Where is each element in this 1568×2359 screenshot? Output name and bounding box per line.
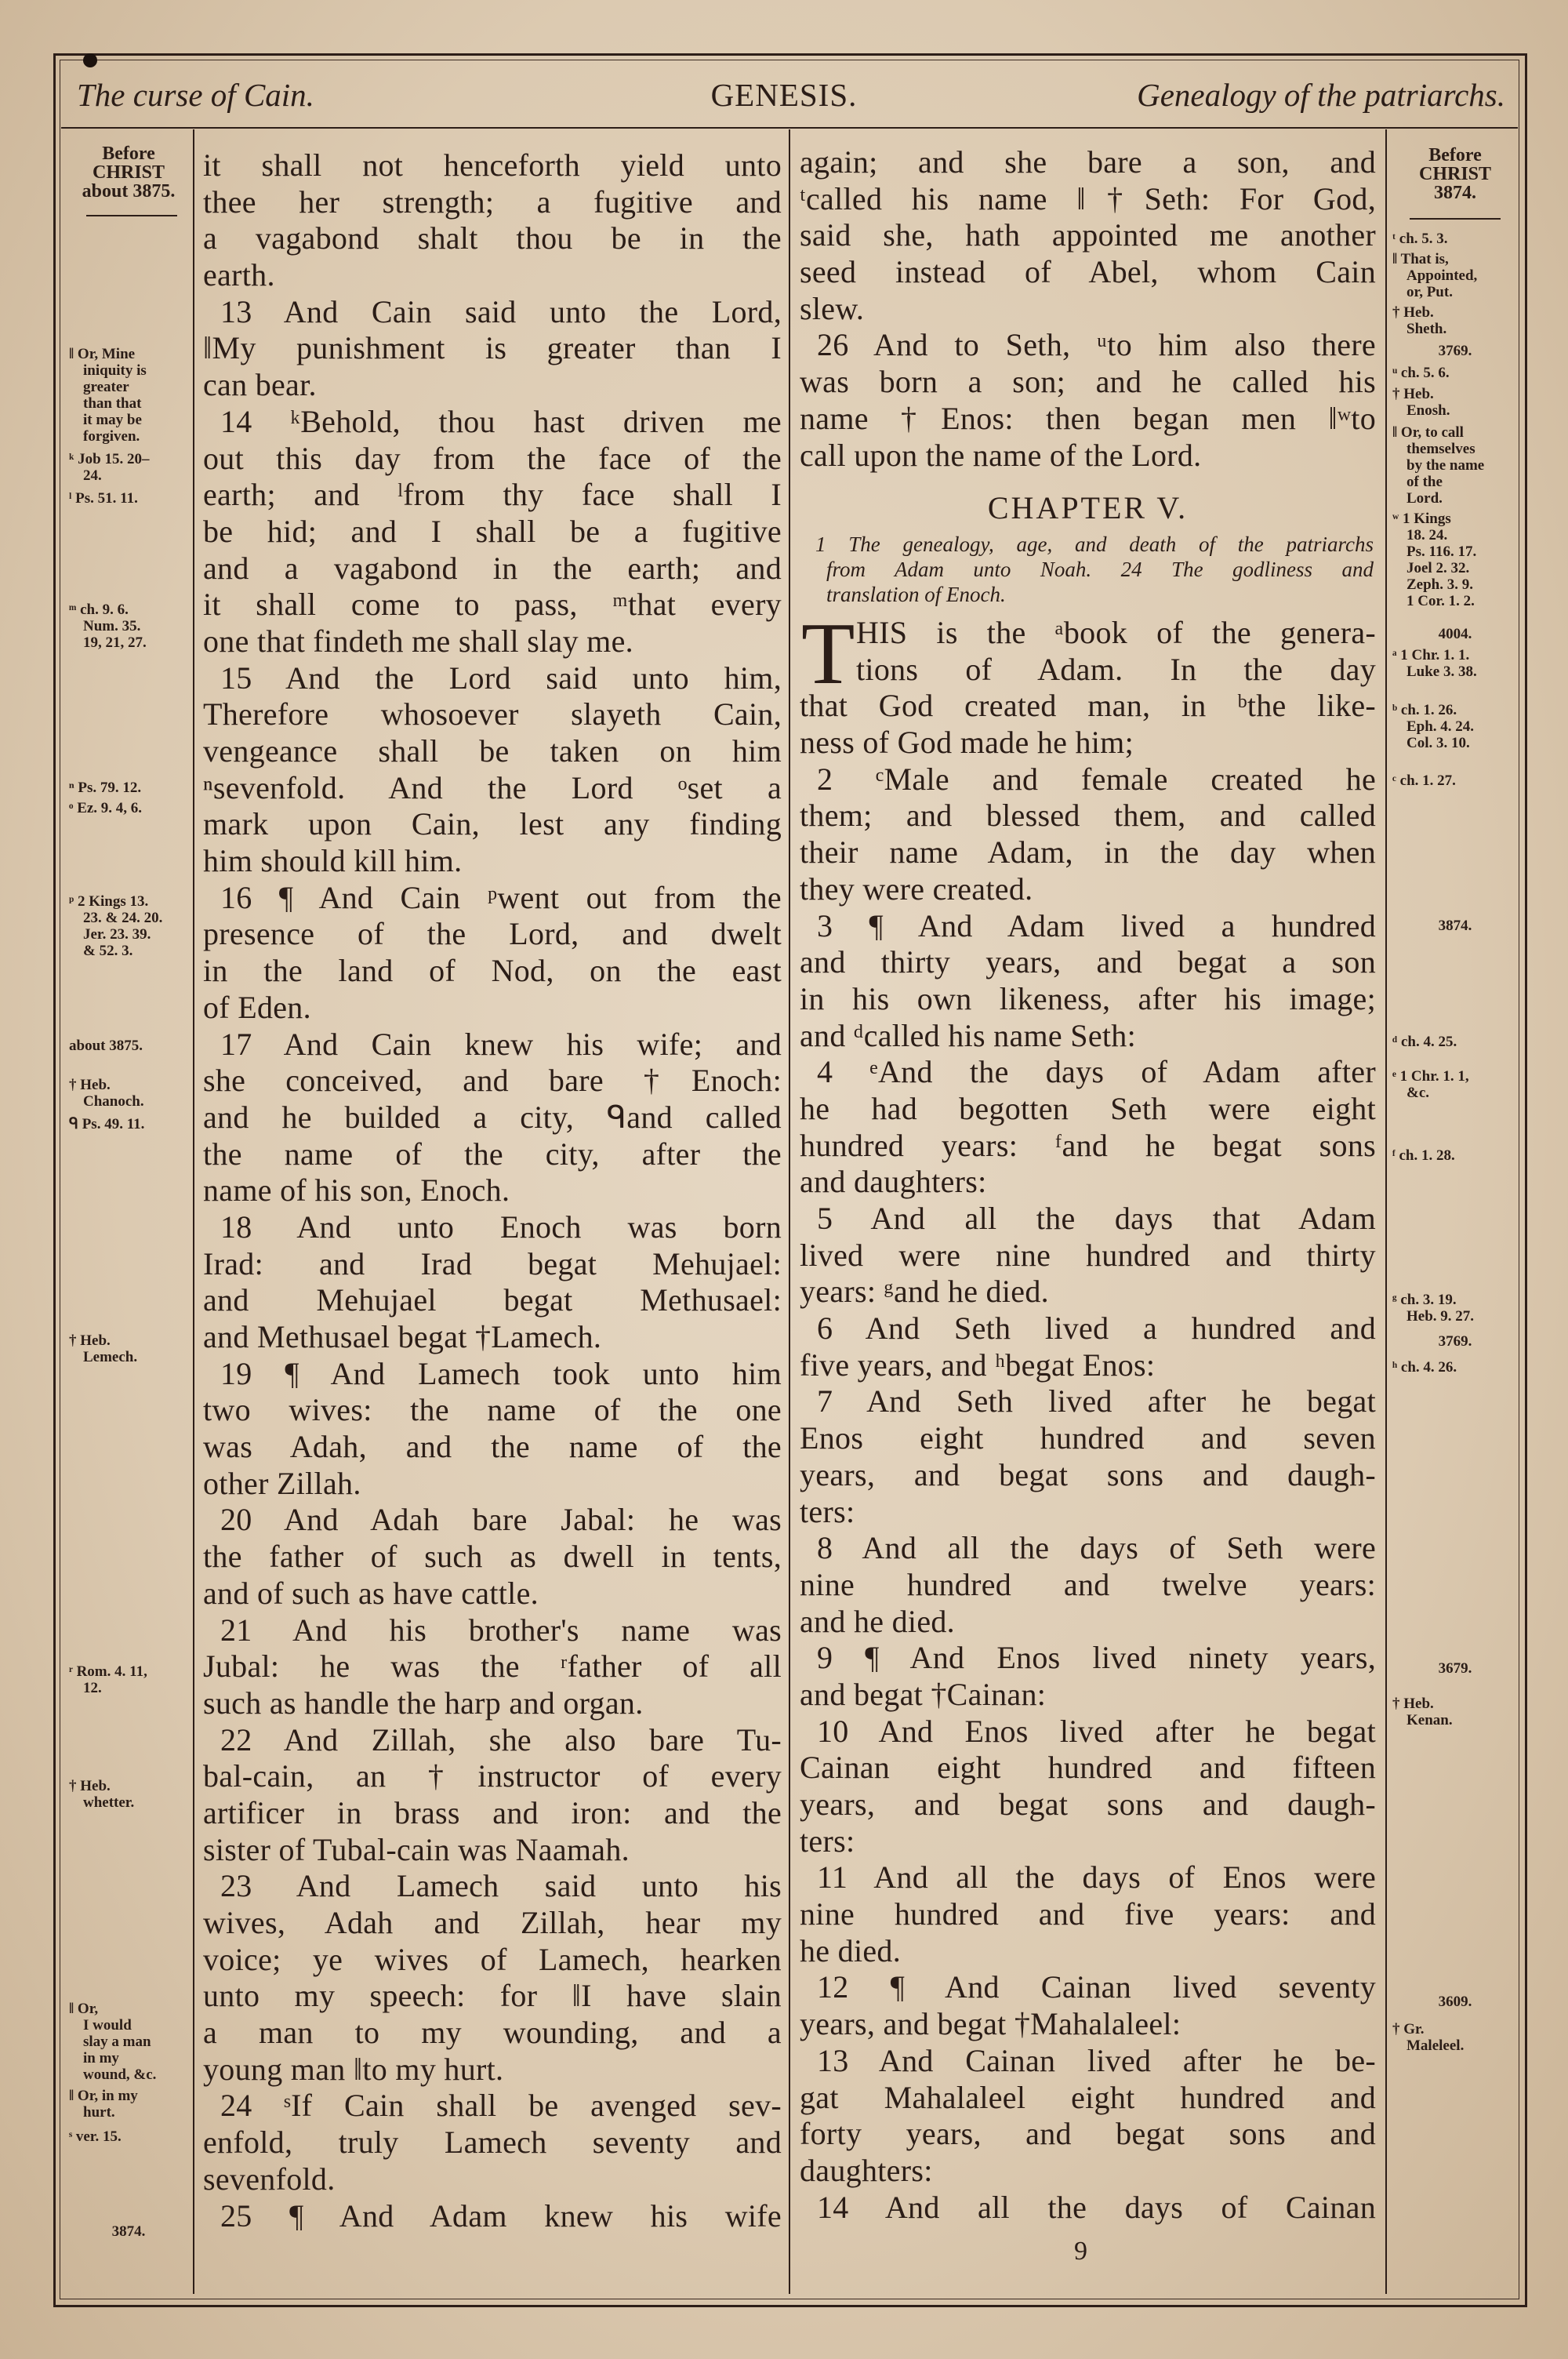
marginal-note bbox=[69, 2088, 188, 2121]
margin-date-heading bbox=[1392, 146, 1518, 202]
marginal-note bbox=[69, 2128, 188, 2145]
marginal-note bbox=[1392, 772, 1518, 789]
note-line: 23. & 24. 20. bbox=[83, 910, 163, 926]
text-line: ᵗcalled his name ‖†Seth: For God, bbox=[800, 180, 1376, 216]
note-line: iniquity is bbox=[83, 362, 147, 379]
note-line: whetter. bbox=[83, 1794, 135, 1811]
marginal-note bbox=[1392, 1068, 1518, 1101]
text-line: 21 And his brother's name was bbox=[220, 1612, 782, 1648]
note-line: † Heb. bbox=[1392, 304, 1434, 321]
year-marker bbox=[1392, 1660, 1518, 1677]
text-line: hundred years: ᶠand he begat sons bbox=[800, 1127, 1376, 1163]
verse-paragraph bbox=[203, 294, 782, 404]
marginal-note bbox=[69, 893, 188, 959]
verse-paragraph bbox=[203, 1868, 782, 2088]
verse-paragraph bbox=[203, 1356, 782, 1503]
chapter-heading: CHAPTER V. bbox=[987, 490, 1189, 525]
text-line: 12 ¶ And Cainan lived seventy bbox=[817, 1969, 1376, 2005]
text-line: 23 And Lamech said unto his bbox=[220, 1868, 782, 1904]
note-line: &c. bbox=[1406, 1085, 1430, 1101]
note-line: ʳ Rom. 4. 11, bbox=[69, 1663, 147, 1680]
text-line: 26 And to Seth, ᵘto him also there bbox=[817, 327, 1376, 363]
text-line: can bear. bbox=[203, 367, 317, 403]
text-line: tions of Adam. In the day bbox=[856, 651, 1376, 687]
chapter-summary bbox=[815, 532, 1374, 607]
note-line: ‖ Or, Mine bbox=[69, 346, 136, 362]
text-line: lived were nine hundred and thirty bbox=[800, 1237, 1376, 1273]
text-line: ters: bbox=[800, 1493, 855, 1529]
marginal-note bbox=[1392, 231, 1518, 247]
verse-paragraph bbox=[203, 1612, 782, 1722]
note-line: than that bbox=[83, 395, 142, 412]
text-line: and a vagabond in the earth; and bbox=[203, 550, 782, 586]
verse-paragraph bbox=[800, 1714, 1376, 1860]
text-line: slew. bbox=[800, 290, 865, 326]
text-line: 17 And Cain knew his wife; and bbox=[220, 1026, 782, 1062]
column-rule bbox=[1385, 129, 1387, 2294]
text-line: was Adah, and the name of the bbox=[203, 1429, 782, 1465]
verse-paragraph bbox=[800, 1383, 1376, 1530]
note-line: ʰ ch. 4. 26. bbox=[1392, 1359, 1457, 1376]
marginal-note bbox=[69, 490, 188, 507]
text-line: it shall not henceforth yield unto bbox=[203, 147, 782, 183]
text-line: years, and begat sons and daugh- bbox=[800, 1456, 1376, 1492]
text-line: him should kill him. bbox=[203, 843, 463, 879]
text-line: enfold, truly Lamech seventy and bbox=[203, 2125, 782, 2161]
text-line: sevenfold. bbox=[203, 2161, 336, 2197]
marginal-note bbox=[69, 1778, 188, 1811]
year-marker bbox=[1392, 1333, 1518, 1350]
page-number: 9 bbox=[1074, 2237, 1087, 2266]
marginal-note bbox=[1392, 1359, 1518, 1376]
verse-paragraph bbox=[800, 1054, 1376, 1201]
verse-paragraph bbox=[800, 1859, 1376, 1969]
text-line: 20 And Adah bare Jabal: he was bbox=[220, 1502, 782, 1538]
note-line: Appointed, bbox=[1406, 267, 1478, 284]
year-marker bbox=[69, 2223, 188, 2240]
note-line: ᵃ 1 Chr. 1. 1. bbox=[1392, 647, 1470, 663]
marginal-note bbox=[69, 346, 188, 445]
left-margin-notes bbox=[69, 0, 188, 2359]
note-line: † Heb. bbox=[1392, 1696, 1434, 1712]
note-line: ‖ Or, bbox=[69, 2001, 99, 2017]
text-line: presence of the Lord, and dwelt bbox=[203, 916, 782, 952]
text-line: 16 ¶ And Cain ᵖwent out from the bbox=[220, 879, 782, 915]
running-head-left: The curse of Cain. bbox=[77, 77, 314, 113]
marginal-note bbox=[69, 1663, 188, 1696]
text-line: Therefore whosoever slayeth Cain, bbox=[203, 696, 782, 732]
text-line: wives, Adah and Zillah, hear my bbox=[203, 1905, 782, 1940]
verse-paragraph bbox=[203, 660, 782, 880]
note-line: 3874. bbox=[1438, 918, 1472, 934]
text-line: and ᵈcalled his name Seth: bbox=[800, 1017, 1137, 1053]
text-line: unto my speech: for ‖I have slain bbox=[203, 1978, 782, 2014]
marginal-note bbox=[1392, 1696, 1518, 1728]
text-line: 24 ˢIf Cain shall be avenged sev- bbox=[220, 2088, 782, 2124]
verse-paragraph bbox=[203, 2198, 782, 2235]
note-line: ᵏ Job 15. 20– bbox=[69, 451, 150, 467]
text-line: 18 And unto Enoch was born bbox=[220, 1209, 782, 1245]
marginal-note bbox=[1392, 511, 1518, 609]
note-line: of the bbox=[1406, 474, 1443, 490]
note-line: ᶠ ch. 1. 28. bbox=[1392, 1147, 1455, 1164]
summary-line: translation of Enoch. bbox=[826, 583, 1006, 606]
text-line: again; and she bare a son, and bbox=[800, 144, 1376, 180]
note-line: it may be bbox=[83, 412, 142, 428]
text-line: 11 And all the days of Enos were bbox=[817, 1859, 1376, 1896]
text-line: HIS is the ᵃbook of the genera- bbox=[856, 615, 1376, 650]
verse-paragraph bbox=[203, 404, 782, 660]
text-line: years, and begat †Mahalaleel: bbox=[800, 2006, 1181, 2042]
verse-paragraph bbox=[203, 147, 782, 294]
drop-cap: T bbox=[801, 605, 855, 703]
verse-paragraph bbox=[800, 1201, 1376, 1310]
marginal-note bbox=[1392, 1147, 1518, 1164]
note-line: in my bbox=[83, 2050, 119, 2066]
verse-paragraph bbox=[203, 2088, 782, 2197]
verse-paragraph bbox=[800, 908, 1376, 1055]
marginal-note bbox=[1392, 2021, 1518, 2054]
note-line: ᵖ 2 Kings 13. bbox=[69, 893, 149, 910]
note-line: by the name bbox=[1406, 457, 1485, 474]
note-line: † Heb. bbox=[1392, 386, 1434, 402]
text-line: voice; ye wives of Lamech, hearken bbox=[203, 1941, 782, 1977]
text-line: years: ᵍand he died. bbox=[800, 1274, 1049, 1310]
text-line: daughters: bbox=[800, 2152, 933, 2188]
text-line: 4 ᵉAnd the days of Adam after bbox=[817, 1054, 1376, 1090]
heading-line: CHRIST bbox=[1418, 164, 1492, 184]
note-line: 4004. bbox=[1438, 626, 1472, 642]
year-marker bbox=[1392, 343, 1518, 359]
marginal-note bbox=[69, 780, 188, 796]
note-line: Luke 3. 38. bbox=[1406, 663, 1477, 680]
note-line: ⁿ Ps. 79. 12. bbox=[69, 780, 142, 796]
note-line: Sheth. bbox=[1406, 321, 1447, 337]
text-column-right-chapter bbox=[800, 605, 1376, 2226]
margin-date-heading bbox=[69, 144, 188, 201]
text-line: ters: bbox=[800, 1823, 855, 1859]
text-line: such as handle the harp and organ. bbox=[203, 1685, 644, 1721]
note-line: ‖ Or, to call bbox=[1392, 424, 1464, 441]
text-line: other Zillah. bbox=[203, 1465, 361, 1501]
note-line: & 52. 3. bbox=[83, 943, 133, 959]
note-line: ᵒ Ez. 9. 4, 6. bbox=[69, 800, 143, 816]
note-line: 3874. bbox=[111, 2223, 146, 2240]
text-line: 2 ᶜMale and female created he bbox=[817, 761, 1376, 797]
note-line: ᑫ Ps. 49. 11. bbox=[69, 1116, 145, 1132]
text-line: thee her strength; a fugitive and bbox=[203, 184, 782, 220]
header-rule bbox=[61, 127, 1518, 129]
note-line: 12. bbox=[83, 1680, 102, 1696]
marginal-note bbox=[1392, 365, 1518, 381]
right-margin-notes bbox=[1392, 0, 1518, 2359]
marginal-note bbox=[69, 1077, 188, 1110]
text-line: vengeance shall be taken on him bbox=[203, 733, 782, 769]
marginal-note bbox=[1392, 647, 1518, 680]
text-line: 3 ¶ And Adam lived a hundred bbox=[817, 907, 1376, 943]
heading-line: about 3875. bbox=[82, 181, 176, 202]
text-line: bal-cain, an †instructor of every bbox=[203, 1758, 782, 1794]
marginal-note bbox=[69, 602, 188, 651]
note-line: themselves bbox=[1406, 441, 1475, 457]
heading-line: CHRIST bbox=[92, 162, 165, 183]
verse-paragraph bbox=[800, 1310, 1376, 1383]
note-line: † Gr. bbox=[1392, 2021, 1425, 2037]
text-line: 14 ᵏBehold, thou hast driven me bbox=[220, 403, 782, 439]
text-line: 13 And Cain said unto the Lord, bbox=[220, 293, 782, 329]
year-marker bbox=[1392, 1994, 1518, 2010]
text-line: be hid; and I shall be a fugitive bbox=[203, 513, 782, 549]
marginal-note bbox=[69, 451, 188, 484]
marginal-note bbox=[69, 1038, 188, 1054]
note-line: Kenan. bbox=[1406, 1712, 1453, 1728]
note-line: ᵗ ch. 5. 3. bbox=[1392, 231, 1448, 247]
verse-paragraph bbox=[800, 1530, 1376, 1640]
note-line: ʷ 1 Kings bbox=[1392, 511, 1451, 527]
text-line: forty years, and begat sons and bbox=[800, 2116, 1376, 2152]
text-line: was born a son; and he called his bbox=[800, 364, 1376, 400]
year-marker bbox=[1392, 918, 1518, 934]
summary-line: from Adam unto Noah. 24 The godliness and bbox=[826, 558, 1374, 581]
note-line: ‖ That is, bbox=[1392, 251, 1449, 267]
text-line: their name Adam, in the day when bbox=[800, 834, 1376, 871]
text-line: that God created man, in ᵇthe like- bbox=[800, 688, 1376, 724]
marginal-note bbox=[1392, 424, 1518, 507]
note-line: Num. 35. bbox=[83, 618, 141, 634]
text-line: ‖My punishment is greater than I bbox=[203, 330, 782, 366]
marginal-note bbox=[69, 1116, 188, 1132]
text-line: earth; and ˡfrom thy face shall I bbox=[203, 477, 782, 513]
text-line: 5 And all the days that Adam bbox=[817, 1201, 1376, 1236]
verse-paragraph bbox=[203, 1209, 782, 1356]
text-line: and daughters: bbox=[800, 1164, 987, 1200]
note-line: ˡ Ps. 51. 11. bbox=[69, 490, 138, 507]
text-line: ness of God made he him; bbox=[800, 725, 1134, 761]
text-line: and he died. bbox=[800, 1603, 955, 1639]
verse-paragraph bbox=[800, 1969, 1376, 2042]
text-line: a man to my wounding, and a bbox=[203, 2015, 782, 2051]
marginal-note bbox=[1392, 702, 1518, 751]
marginal-note bbox=[1392, 1292, 1518, 1325]
verse-paragraph bbox=[203, 1027, 782, 1209]
note-line: hurt. bbox=[83, 2104, 115, 2121]
marginal-note bbox=[1392, 304, 1518, 337]
text-line: the name of the city, after the bbox=[203, 1136, 782, 1172]
text-line: and begat †Cainan: bbox=[800, 1676, 1047, 1712]
note-line: ᵉ 1 Chr. 1. 1, bbox=[1392, 1068, 1469, 1085]
note-line: ᵘ ch. 5. 6. bbox=[1392, 365, 1450, 381]
note-line: ˢ ver. 15. bbox=[69, 2128, 122, 2145]
running-head-right: Genealogy of the patriarchs. bbox=[1137, 77, 1505, 113]
text-line: Enos eight hundred and seven bbox=[800, 1420, 1376, 1456]
text-line: in his own likeness, after his image; bbox=[800, 980, 1376, 1016]
text-line: he died. bbox=[800, 1932, 902, 1968]
text-line: earth. bbox=[203, 257, 275, 293]
text-line: 19 ¶ And Lamech took unto him bbox=[220, 1355, 782, 1391]
text-line: 6 And Seth lived a hundred and bbox=[817, 1310, 1376, 1347]
text-line: Cainan eight hundred and fifteen bbox=[800, 1750, 1376, 1786]
note-line: I would bbox=[83, 2017, 132, 2034]
margin-rule bbox=[86, 215, 177, 216]
note-line: † Heb. bbox=[69, 1332, 111, 1349]
text-line: sister of Tubal-cain was Naamah. bbox=[203, 1831, 630, 1867]
marginal-note bbox=[1392, 251, 1518, 300]
text-line: and of such as have cattle. bbox=[203, 1575, 539, 1611]
year-marker bbox=[1392, 626, 1518, 642]
text-line: nine hundred and twelve years: bbox=[800, 1566, 1376, 1602]
note-line: Joel 2. 32. bbox=[1406, 560, 1470, 576]
note-line: 3769. bbox=[1438, 343, 1472, 359]
text-line: of Eden. bbox=[203, 989, 311, 1025]
text-line: name †Enos: then began men ‖ʷto bbox=[800, 400, 1376, 436]
text-line: years, and begat sons and daugh- bbox=[800, 1787, 1376, 1822]
note-line: ᶜ ch. 1. 27. bbox=[1392, 772, 1456, 789]
note-line: Lord. bbox=[1406, 490, 1443, 507]
verse-paragraph bbox=[203, 1502, 782, 1612]
text-line: 13 And Cainan lived after he be- bbox=[817, 2042, 1376, 2078]
note-line: greater bbox=[83, 379, 129, 395]
text-line: 8 And all the days of Seth were bbox=[817, 1530, 1376, 1566]
note-line: wound, &c. bbox=[83, 2066, 157, 2083]
text-line: 22 And Zillah, she also bare Tu- bbox=[220, 1721, 782, 1757]
note-line: † Heb. bbox=[69, 1077, 111, 1093]
text-line: Irad: and Irad begat Mehujael: bbox=[203, 1245, 782, 1281]
note-line: slay a man bbox=[83, 2034, 151, 2050]
note-line: ᵈ ch. 4. 25. bbox=[1392, 1034, 1457, 1050]
text-line: them; and blessed them, and called bbox=[800, 798, 1376, 834]
verse-paragraph bbox=[800, 605, 1376, 761]
note-line: Enosh. bbox=[1406, 402, 1450, 419]
note-line: 24. bbox=[83, 467, 102, 484]
text-line: out this day from the face of the bbox=[203, 440, 782, 476]
heading-line: Before bbox=[102, 144, 155, 164]
note-line: Heb. 9. 27. bbox=[1406, 1308, 1475, 1325]
note-line: Col. 3. 10. bbox=[1406, 735, 1470, 751]
text-column-right-top bbox=[800, 144, 1376, 474]
text-line: 25 ¶ And Adam knew his wife bbox=[220, 2197, 782, 2234]
heading-line: 3874. bbox=[1434, 183, 1476, 203]
note-line: † Heb. bbox=[69, 1778, 111, 1794]
verse-paragraph bbox=[800, 1640, 1376, 1713]
verse-paragraph bbox=[800, 327, 1376, 474]
marginal-note bbox=[1392, 386, 1518, 419]
note-line: ‖ Or, in my bbox=[69, 2088, 138, 2104]
verse-paragraph bbox=[800, 144, 1376, 327]
text-line: and thirty years, and begat a son bbox=[800, 944, 1376, 980]
text-line: 9 ¶ And Enos lived ninety years, bbox=[817, 1640, 1376, 1676]
note-line: 3609. bbox=[1438, 1994, 1472, 2010]
note-line: Jer. 23. 39. bbox=[83, 926, 151, 943]
text-line: in the land of Nod, on the east bbox=[203, 953, 782, 989]
text-line: artificer in brass and iron: and the bbox=[203, 1794, 782, 1830]
note-line: 18. 24. bbox=[1406, 527, 1448, 543]
text-line: name of his son, Enoch. bbox=[203, 1172, 510, 1209]
note-line: 19, 21, 27. bbox=[83, 634, 147, 651]
heading-line: Before bbox=[1428, 145, 1482, 165]
marginal-note bbox=[1392, 1034, 1518, 1050]
text-line: Jubal: he was the ʳfather of all bbox=[203, 1648, 782, 1685]
text-line: five years, and ʰbegat Enos: bbox=[800, 1347, 1156, 1383]
note-line: ᵐ ch. 9. 6. bbox=[69, 602, 129, 618]
text-line: a vagabond shalt thou be in the bbox=[203, 220, 782, 256]
marginal-note bbox=[69, 2001, 188, 2083]
text-line: it shall come to pass, ᵐthat every bbox=[203, 587, 782, 623]
book-title: GENESIS. bbox=[710, 77, 858, 113]
marginal-note bbox=[69, 1332, 188, 1365]
text-line: two wives: the name of the one bbox=[203, 1392, 782, 1428]
verse-paragraph bbox=[203, 880, 782, 1027]
text-line: young man ‖to my hurt. bbox=[203, 2051, 504, 2087]
text-line: and he builded a city, ᑫand called bbox=[203, 1099, 782, 1135]
summary-line: 1 The genealogy, age, and death of the patriarchs bbox=[815, 533, 1374, 556]
verse-paragraph bbox=[800, 2190, 1376, 2226]
column-rule bbox=[789, 129, 790, 2294]
text-line: 15 And the Lord said unto him, bbox=[220, 660, 782, 696]
text-line: gat Mahalaleel eight hundred and bbox=[800, 2079, 1376, 2115]
text-line: the father of such as dwell in tents, bbox=[203, 1539, 782, 1575]
note-line: Zeph. 3. 9. bbox=[1406, 576, 1473, 593]
note-line: 3769. bbox=[1438, 1333, 1472, 1350]
note-line: or, Put. bbox=[1406, 284, 1453, 300]
text-line: 14 And all the days of Cainan bbox=[817, 2189, 1376, 2225]
note-line: ᵍ ch. 3. 19. bbox=[1392, 1292, 1457, 1308]
marginal-note bbox=[69, 800, 188, 816]
note-line: Eph. 4. 24. bbox=[1406, 718, 1475, 735]
verse-paragraph bbox=[800, 761, 1376, 908]
text-line: nine hundred and five years: and bbox=[800, 1896, 1376, 1932]
text-line: mark upon Cain, lest any finding bbox=[203, 806, 782, 842]
note-line: Ps. 116. 17. bbox=[1406, 543, 1477, 560]
text-line: and Methusael begat †Lamech. bbox=[203, 1319, 602, 1354]
note-line: 3679. bbox=[1438, 1660, 1472, 1677]
text-line: 10 And Enos lived after he begat bbox=[817, 1713, 1376, 1749]
column-rule bbox=[193, 129, 194, 2294]
text-column-left bbox=[203, 147, 782, 2234]
note-line: forgiven. bbox=[83, 428, 140, 445]
verse-paragraph bbox=[800, 2043, 1376, 2190]
note-line: 1 Cor. 1. 2. bbox=[1406, 593, 1475, 609]
text-line: one that findeth me shall slay me. bbox=[203, 623, 633, 659]
note-line: about 3875. bbox=[69, 1038, 143, 1054]
note-line: ᵇ ch. 1. 26. bbox=[1392, 702, 1457, 718]
text-line: ⁿsevenfold. And the Lord ᵒset a bbox=[203, 769, 782, 805]
text-line: said she, hath appointed me another bbox=[800, 217, 1376, 253]
note-line: Chanoch. bbox=[83, 1093, 144, 1110]
text-line: call upon the name of the Lord. bbox=[800, 437, 1202, 473]
margin-rule bbox=[1410, 218, 1501, 220]
text-line: she conceived, and bare †Enoch: bbox=[203, 1063, 782, 1099]
text-line: 7 And Seth lived after he begat bbox=[817, 1383, 1376, 1419]
text-line: he had begotten Seth were eight bbox=[800, 1090, 1376, 1126]
text-line: they were created. bbox=[800, 871, 1033, 907]
verse-paragraph bbox=[203, 1722, 782, 1869]
text-line: and Mehujael begat Methusael: bbox=[203, 1282, 782, 1318]
note-line: Maleleel. bbox=[1406, 2037, 1465, 2054]
text-line: seed instead of Abel, whom Cain bbox=[800, 254, 1376, 290]
note-line: Lemech. bbox=[83, 1349, 138, 1365]
